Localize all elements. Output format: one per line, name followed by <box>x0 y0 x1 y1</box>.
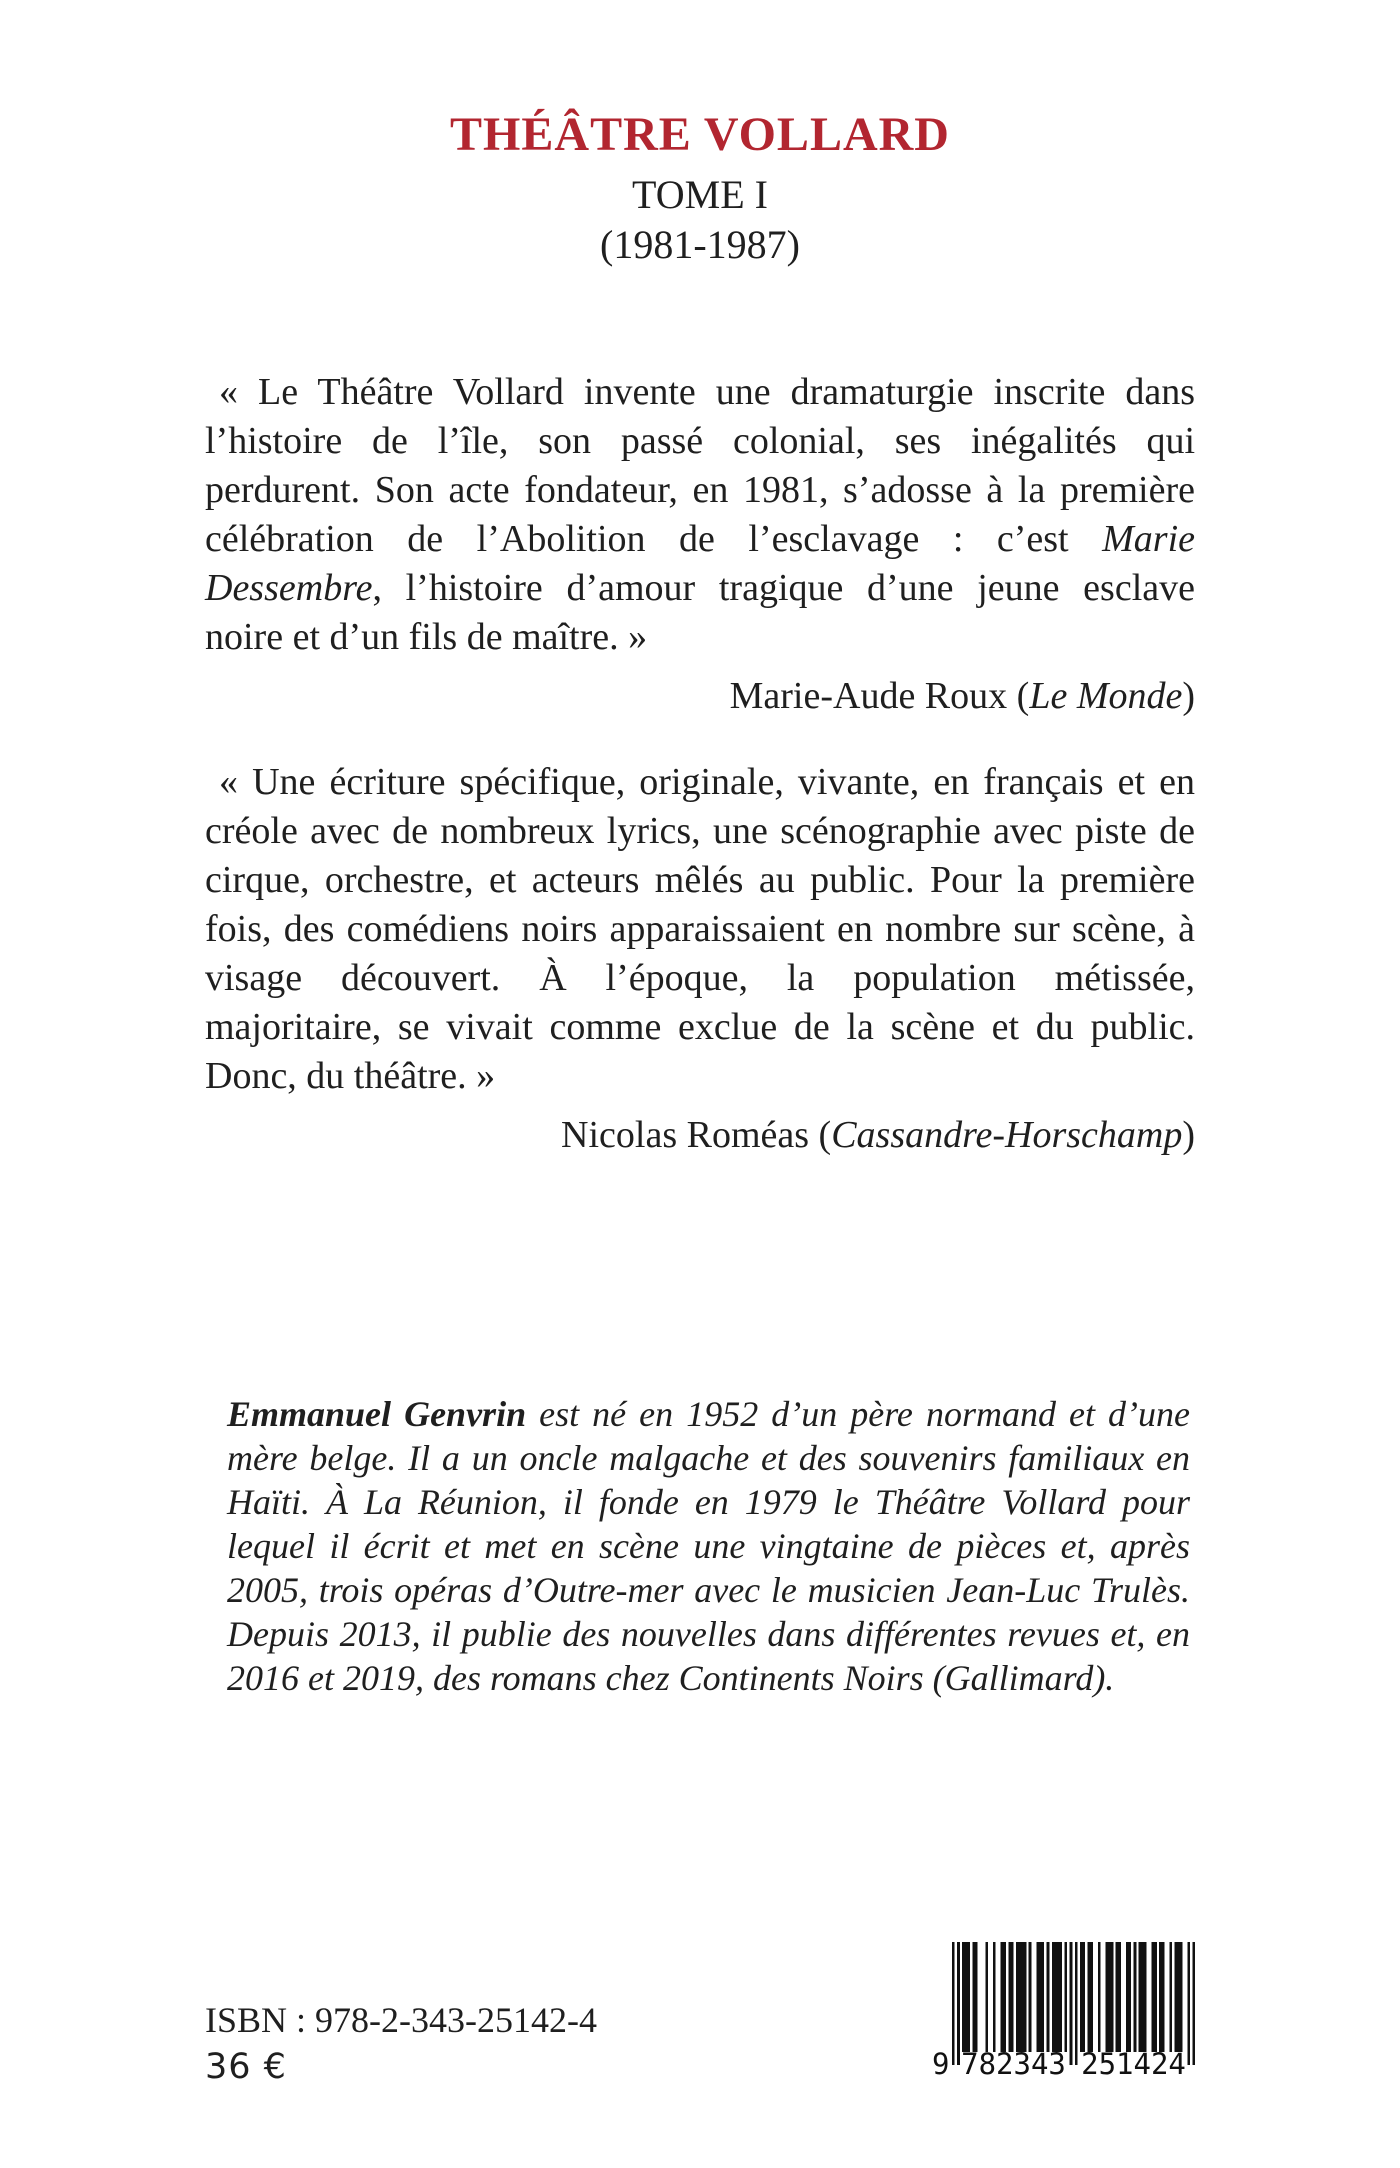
quote-1-text-after: , l’histoire d’amour tragique d’une jeune esclave noire et d’un fils de maître. » <box>205 567 1195 658</box>
press-quote-2 <box>205 758 1195 1160</box>
quote-2-text-before: « Une écriture spécifique, originale, vivante, en français et en créole avec de nombreux lyrics, une scénographie avec piste de cirque, orchestre, et acteurs mêlés au public. Pour la première fois, des comédiens noirs apparaissaient en nombre sur scène, à visage découvert. À l’époque, la population métissée, majoritaire, se vivait comme exclue de la scène et du public. Donc, du théâtre. » <box>205 761 1195 1097</box>
quote-1-attribution-source: Le Monde <box>1029 675 1183 717</box>
book-years: (1981-1987) <box>600 222 800 267</box>
ean13-barcode <box>934 1942 1196 2082</box>
quote-1-attribution-name: Marie-Aude Roux ( <box>729 675 1030 717</box>
book-title: THÉÂTRE VOLLARD <box>450 108 950 161</box>
barcode-digit-first: 9 <box>932 2047 950 2081</box>
isbn-block <box>205 1998 597 2088</box>
barcode-digits-left: 782343 <box>961 2047 1066 2081</box>
header <box>0 108 1400 268</box>
press-quote-1-attribution <box>205 672 1195 721</box>
author-bio <box>227 1392 1190 1700</box>
press-quote-2-text <box>205 758 1195 1101</box>
quote-2-attribution-name: Nicolas Roméas ( <box>561 1114 832 1156</box>
quote-2-attribution-close: ) <box>1182 1114 1195 1156</box>
quote-1-text-italic: Marie Dessembre <box>205 518 1195 609</box>
author-bio-text: est né en 1952 d’un père normand et d’une mère belge. Il a un oncle malgache et des souvenirs familiaux en Haïti. À La Réunion, il fonde en 1979 le Théâtre Vollard pour lequel il écrit et met en scène une vingtaine de pièces et, après 2005, trois opéras d’Outre-mer avec le musicien Jean-Luc Trulès. Depuis 2013, il publie des nouvelles dans différentes revues et, en 2016 et 2019, des romans chez Continents Noirs (Gallimard). <box>227 1394 1190 1698</box>
barcode-digits-right: 251424 <box>1081 2047 1186 2081</box>
press-quote-2-attribution <box>205 1111 1195 1160</box>
press-quote-1 <box>205 368 1195 721</box>
author-name: Emmanuel Genvrin <box>227 1394 527 1434</box>
quote-1-text-before: « Le Théâtre Vollard invente une dramaturgie inscrite dans l’histoire de l’île, son passé colonial, ses inégalités qui perdurent. Son acte fondateur, en 1981, s’adosse à la première célébration de l’Abolition de l’esclavage : c’est <box>205 371 1195 560</box>
price: 36 € <box>205 2047 287 2087</box>
quote-1-attribution-close: ) <box>1182 675 1195 717</box>
quote-2-attribution-source: Cassandre-Horschamp <box>831 1114 1183 1156</box>
press-quote-1-text <box>205 368 1195 662</box>
book-tome: TOME I <box>632 172 768 217</box>
isbn-number: ISBN : 978-2-343-25142-4 <box>205 2000 597 2040</box>
